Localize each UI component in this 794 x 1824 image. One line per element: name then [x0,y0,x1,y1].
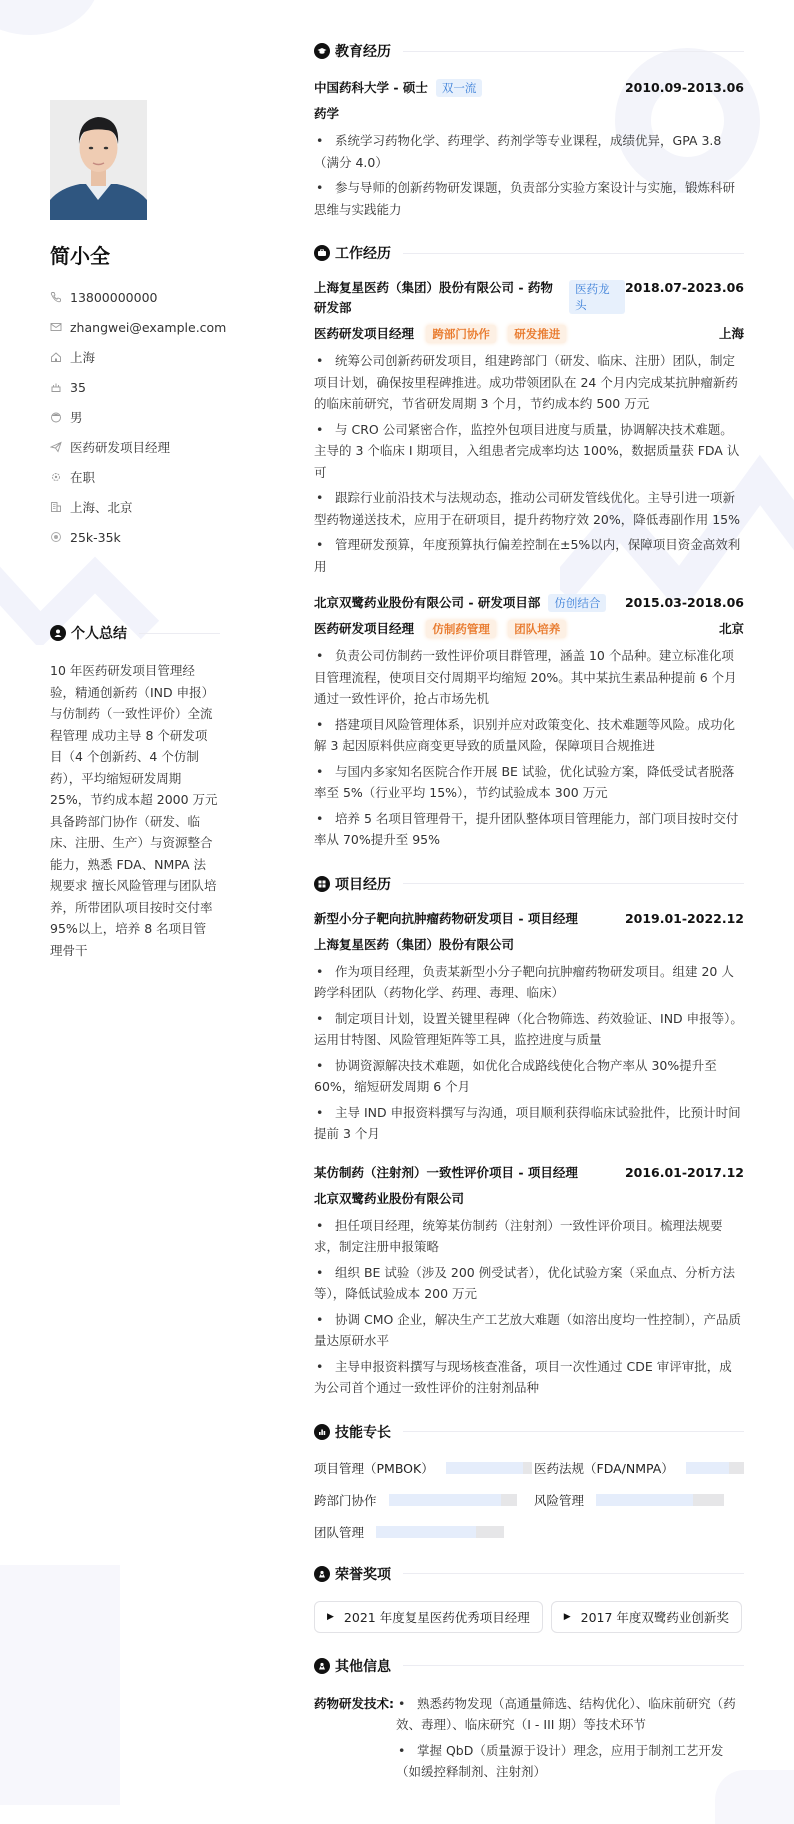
project-bullets [314,1215,744,1399]
award-label: 2017 年度双鹭药业创新奖 [580,1609,729,1625]
section-header-awards [314,1563,744,1585]
list-item: • 跟踪行业前沿技术与法规动态，推动公司研发管线优化。主导引进一项新型药物递送技术，应用于在研项目，提升药物疗效 20%，降低毒副作用 15% [314,487,744,530]
section-projects [314,873,744,1399]
award-icon [314,1566,330,1582]
decor-circle [0,0,100,35]
contact-position-value: 医药研发项目经理 [70,440,171,455]
graduation-cap-icon [314,43,330,59]
salary-icon [50,531,62,543]
project-date: 2016.01-2017.12 [624,1164,744,1180]
role-tag: 跨部门协作 [426,325,496,343]
company-tag: 医药龙头 [569,280,625,314]
school-name: 中国药科大学 - 硕士 [314,80,428,95]
avatar-photo [50,100,147,220]
list-item: • 协调资源解决技术难题，如优化合成路线使化合物产率从 30%提升至 60%，缩短研发周期 6 个月 [314,1055,744,1098]
education-entry [314,78,744,220]
list-item: • 参与导师的创新药物研发课题，负责部分实验方案设计与实施，锻炼科研思维与实践能力 [314,177,744,220]
contact-age-value: 35 [70,379,86,395]
info-icon [314,1658,330,1674]
contact-position [50,432,226,462]
list-item: • 与 CRO 公司紧密合作，监控外包项目进度与质量，协调解决技术难题。主导的 3 个临床 I 期项目，入组患者完成率均达 100%，数据质量获 FDA 认可 [314,419,744,484]
section-title: 工作经历 [335,246,391,262]
home-icon [50,351,62,363]
contact-salary [50,522,226,552]
section-divider [403,883,744,884]
contact-email-value: zhangwei@example.com [70,319,227,335]
list-item: • 负责公司仿制药一致性评价项目群管理，涵盖 10 个品种。建立标准化项目管理流程，使项目交付周期平均缩短 20%。其中某抗生素品种提前 6 个月通过一致性评价，抢占市场先机 [314,645,744,710]
work-location: 上海 [718,326,744,341]
section-divider [403,1665,744,1666]
list-item: • 管理研发预算，年度预算执行偏差控制在±5%以内，保障项目资金高效利用 [314,534,744,577]
project-entry [314,1163,744,1399]
section-title: 教育经历 [335,44,391,60]
skill-item [314,1523,534,1541]
section-title: 技能专长 [335,1424,391,1441]
awards-list [314,1601,744,1633]
section-work [314,242,744,851]
section-skills [314,1421,744,1541]
section-header-education [314,40,744,62]
section-header-skills [314,1421,744,1443]
project-company: 上海复星医药（集团）股份有限公司 [314,936,515,952]
section-divider [403,1573,744,1574]
skill-fill [686,1462,730,1474]
contact-city [50,342,226,372]
list-item: • 掌握 QbD（质量源于设计）理念，应用于制剂工艺开发（如缓控释制剂、注射剂） [396,1740,744,1783]
briefcase-icon [314,245,330,261]
skill-fill [389,1494,502,1506]
section-awards [314,1563,744,1633]
award-label: 2021 年度复星医药优秀项目经理 [343,1609,530,1625]
skill-bar [686,1462,744,1474]
section-divider [403,253,744,254]
status-icon [50,471,62,483]
project-company: 北京双鹭药业股份有限公司 [314,1190,465,1206]
section-header-summary [50,622,220,644]
company-name: 上海复星医药（集团）股份有限公司 - 药物研发部 [314,280,553,315]
section-title: 项目经历 [335,876,391,893]
skill-label: 医药法规（FDA/NMPA） [534,1460,674,1476]
contact-gender [50,402,226,432]
contact-city-value: 上海 [70,350,96,365]
mail-icon [50,321,62,333]
user-icon [50,625,66,641]
work-entry [314,593,744,851]
company-name-text: 北京双鹭药业股份有限公司 - 研发项目部 [314,595,541,610]
project-bullets [314,961,744,1145]
list-item: • 主导申报资料撰写与现场核查准备，项目一次性通过 CDE 审评审批，成为公司首个通过一致性评价的注射剂品种 [314,1356,744,1399]
play-arrow-icon: ▶ [327,1611,334,1622]
contact-target-city-value: 上海、北京 [70,500,133,515]
skill-item [314,1459,534,1477]
phone-icon [50,291,62,303]
education-date: 2010.09-2013.06 [624,80,744,95]
contact-age [50,372,226,402]
list-item: • 统筹公司创新药研发项目，组建跨部门（研发、临床、注册）团队，制定项目计划，确保按里程碑推进。成功带领团队在 24 个月内完成某抗肿瘤新药的临床前研究，节省研发周期 3 个月，节约成本约 500 万元 [314,350,744,415]
role-title: 医药研发项目经理 [314,621,415,636]
section-title: 个人总结 [71,626,127,642]
work-bullets [314,350,744,577]
work-bullets [314,645,744,851]
skill-label: 风险管理 [534,1492,585,1508]
award-item[interactable] [551,1601,742,1633]
company-tag: 仿创结合 [548,594,606,612]
contact-phone [50,282,226,312]
contact-phone-value: 13800000000 [70,289,158,305]
role-line [314,619,744,639]
decor-rect [0,1565,120,1805]
summary-text: 10 年医药研发项目管理经验，精通创新药（IND 申报）与仿制药（一致性评价）全流程管理 成功主导 8 个研发项目（4 个创新药、4 个仿制药），平均缩短研发周期 25%，节约成本超 2000 万元 具备跨部门协作（研发、临床、注册、生产）与资源整合能力，熟悉 FDA、NMPA 法规要求 擅长风险管理与团队培养，所带团队项目按时交付率 95%以上，培养 8 名项目管理骨干 [50,663,218,958]
section-divider [139,633,220,634]
other-info-label: 药物研发技术: [314,1695,394,1711]
major: 药学 [314,106,340,121]
list-item: • 搭建项目风险管理体系，识别并应对政策变化、技术难题等风险。成功化解 3 起因原料供应商变更导致的质量风险，保障项目合规推进 [314,714,744,757]
skill-bar [376,1526,504,1538]
skill-item [314,1491,534,1509]
list-item: • 作为项目经理，负责某新型小分子靶向抗肿瘤药物研发项目。组建 20 人跨学科团队（药物化学、药理、毒理、临床） [314,961,744,1004]
skill-bar [596,1494,724,1506]
building-icon [50,501,62,513]
contact-status-value: 在职 [70,470,96,485]
list-item: • 组织 BE 试验（涉及 200 例受试者），优化试验方案（采血点、分析方法等），降低试验成本 200 万元 [314,1262,744,1305]
candidate-name: 简小全 [50,244,110,268]
role-tag: 团队培养 [508,620,566,638]
section-divider [403,1431,744,1432]
gender-icon [50,411,62,423]
section-other [314,1655,744,1787]
work-date: 2015.03-2018.06 [624,595,744,610]
skill-label: 团队管理 [314,1524,365,1540]
contact-email [50,312,226,342]
contact-list [50,282,226,552]
section-header-other [314,1655,744,1677]
skill-fill [596,1494,693,1506]
company-name [314,593,606,613]
school-degree [314,78,482,98]
skill-label: 跨部门协作 [314,1492,377,1508]
work-location: 北京 [718,621,744,636]
main-content [314,40,744,1809]
cake-icon [50,381,62,393]
skill-item [534,1459,744,1477]
section-title: 其他信息 [335,1658,391,1675]
other-info-bullets [396,1693,744,1787]
other-info-row [314,1693,744,1787]
role-title: 医药研发项目经理 [314,326,415,341]
list-item: • 系统学习药物化学、药理学、药剂学等专业课程，成绩优异，GPA 3.8（满分 4.0） [314,130,744,173]
role-tag: 研发推进 [508,325,566,343]
list-item: • 主导 IND 申报资料撰写与沟通，项目顺利获得临床试验批件，比预计时间提前 3 个月 [314,1102,744,1145]
list-item: • 担任项目经理，统筹某仿制药（注射剂）一致性评价项目。梳理法规要求，制定注册申报策略 [314,1215,744,1258]
work-date: 2018.07-2023.06 [624,280,744,295]
play-arrow-icon: ▶ [563,1611,571,1622]
skill-bar [446,1462,532,1474]
person-portrait-icon [50,100,147,220]
section-divider [403,51,744,52]
skill-item [534,1491,744,1509]
skill-bar [389,1494,517,1506]
education-bullets [314,130,744,220]
contact-salary-value: 25k-35k [70,529,121,545]
skill-fill [376,1526,476,1538]
skill-label: 项目管理（PMBOK） [314,1460,434,1476]
project-date: 2019.01-2022.12 [624,910,744,926]
list-item: • 熟悉药物发现（高通量筛选、结构优化）、临床前研究（药效、毒理）、临床研究（I - III 期）等技术环节 [396,1693,744,1736]
contact-gender-value: 男 [70,410,83,425]
list-item: • 协调 CMO 企业，解决生产工艺放大难题（如溶出度均一性控制），产品质量达原研水平 [314,1309,744,1352]
list-item: • 制定项目计划，设置关键里程碑（化合物筛选、药效验证、IND 申报等）。运用甘特图、风险管理矩阵等工具，监控进度与质量 [314,1008,744,1051]
section-education [314,40,744,220]
section-header-projects [314,873,744,895]
project-name: 某仿制药（注射剂）一致性评价项目 - 项目经理 [314,1164,578,1180]
school-tag: 双一流 [436,79,483,97]
section-header-work [314,242,744,264]
contact-target-city [50,492,226,522]
skill-fill [446,1462,523,1474]
project-entry [314,909,744,1145]
list-item: • 培养 5 名项目管理骨干，提升团队整体项目管理能力，部门项目按时交付率从 70%提升至 95% [314,808,744,851]
bar-chart-icon [314,1424,330,1440]
list-item: • 与国内多家知名医院合作开展 BE 试验，优化试验方案，降低受试者脱落率至 5%（行业平均 15%），节约试验成本 300 万元 [314,761,744,804]
award-item[interactable] [314,1601,543,1633]
skills-grid [314,1459,744,1541]
role-tag: 仿制药管理 [426,620,496,638]
send-icon [50,441,62,453]
project-name: 新型小分子靶向抗肿瘤药物研发项目 - 项目经理 [314,910,578,926]
grid-icon [314,876,330,892]
role-line [314,324,744,344]
contact-status [50,462,226,492]
section-title: 荣誉奖项 [335,1566,391,1583]
work-entry [314,278,744,577]
